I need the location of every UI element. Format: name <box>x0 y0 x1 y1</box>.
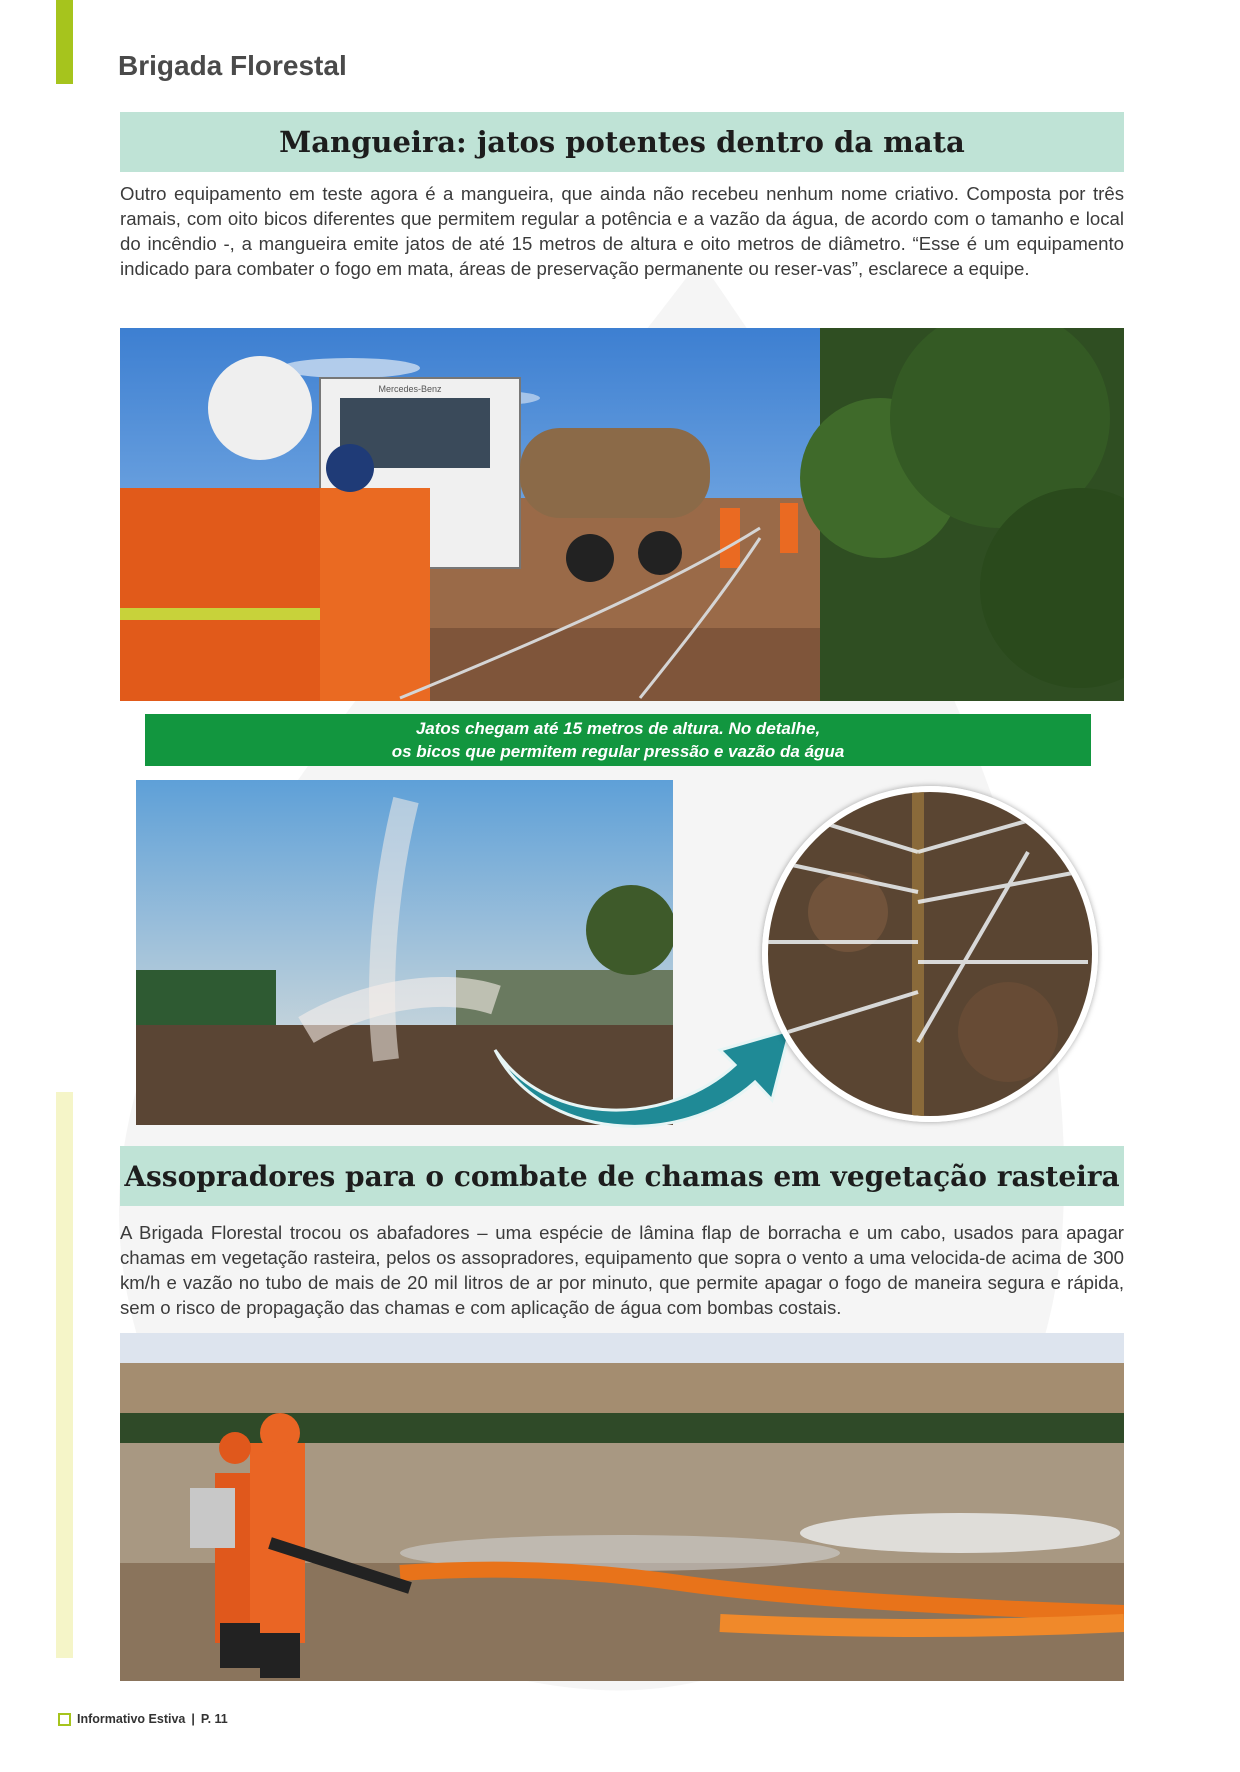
nozzle-detail-photo <box>762 786 1098 1122</box>
article-body-assopradores: A Brigada Florestal trocou os abafadores – uma espécie de lâmina flap de borracha e um cabo, usados para apagar chamas em vegetação rasteira, pelos os assopradores, equipamento que sopra o vento a uma velocida-de acima de 300 km/h e vazão no tubo de mais de 20 mil litros de ar por minuto, que permite apagar o fogo de maneira segura e rápida, sem o risco de propagação das chamas e com aplicação de água com bombas costais. <box>120 1222 1124 1318</box>
footer-separator: | <box>191 1712 195 1726</box>
footer-page-number: P. 11 <box>200 1712 228 1726</box>
blower-firefighters-photo <box>120 1333 1124 1681</box>
footer-publication: Informativo Estiva <box>77 1712 186 1726</box>
photo-caption <box>145 714 1091 766</box>
detail-arrow-icon <box>490 1010 800 1140</box>
footer-square-icon <box>58 1713 71 1726</box>
section-label: Brigada Florestal <box>118 50 347 81</box>
accent-bar-bottom <box>56 1092 73 1658</box>
caption-line-2: os bicos que permitem regular pressão e vazão da água <box>391 742 845 761</box>
article-heading-mangueira: Mangueira: jatos potentes dentro da mata <box>120 112 1124 172</box>
truck-crew-photo <box>120 328 1124 701</box>
accent-bar-top <box>56 0 73 84</box>
article-body-mangueira: Outro equipamento em teste agora é a mangueira, que ainda não recebeu nenhum nome criativo. Composta por três ramais, com oito bicos diferentes que permitem regular a potência e a vazão da água, de acordo com o tamanho e local do incêndio -, a mangueira emite jatos de até 15 metros de altura e oito metros de diâmetro. “Esse é um equipamento indicado para combater o fogo em mata, áreas de preservação permanente ou reser-vas”, esclarece a equipe. <box>120 183 1124 279</box>
article-heading-assopradores: Assopradores para o combate de chamas em vegetação rasteira <box>120 1146 1124 1206</box>
caption-line-1: Jatos chegam até 15 metros de altura. No detalhe, <box>415 719 821 738</box>
page-footer <box>58 1712 228 1726</box>
truck-brand-text: Mercedes-Benz <box>378 384 442 394</box>
